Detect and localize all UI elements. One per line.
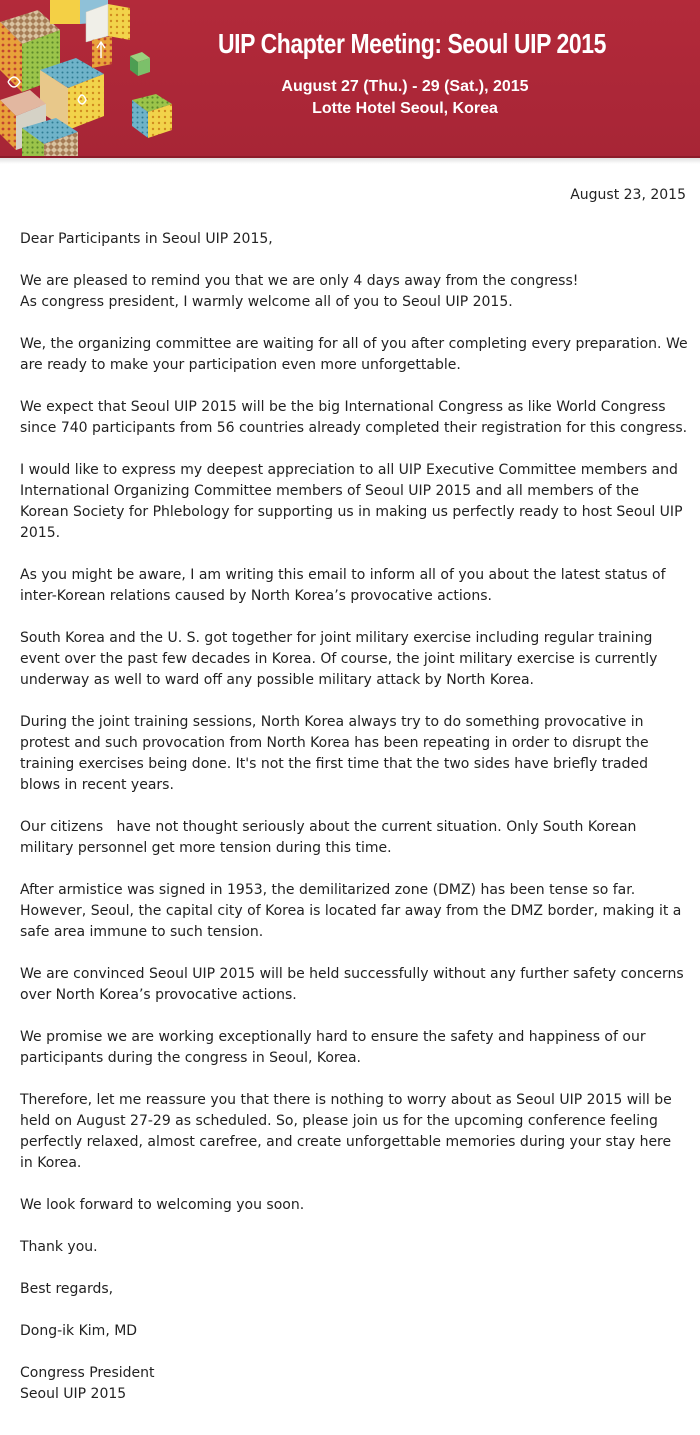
paragraph-reminder-line2: As congress president, I warmly welcome all of you to Seoul UIP 2015. <box>20 294 513 310</box>
letter-closing <box>20 1195 688 1405</box>
cube-top-2 <box>86 4 130 42</box>
paragraph-citizens <box>20 817 688 859</box>
cube-small-right <box>130 52 150 76</box>
signer-role-line1: Congress President <box>20 1365 155 1381</box>
paragraph-expectation: We expect that Seoul UIP 2015 will be the big International Congress as like World Congress since 740 participants from 56 countries already completed their registration for this congress. <box>20 399 688 436</box>
paragraph-provocation: During the joint training sessions, North Korea always try to do something provocative in protest and such provocation from North Korea has been repeating in order to disrupt the training exercises being done. It's not the first time that the two sides have briefly traded blows in recent years. <box>20 714 649 793</box>
paragraph-reminder-line1: We are pleased to remind you that we are only 4 days away from the congress! <box>20 273 579 289</box>
paragraph-reassure: Therefore, let me reassure you that there is nothing to worry about as Seoul UIP 2015 will be held on August 27-29 as scheduled. So, please join us for the upcoming conference feeling perfectly relaxed, almost carefree, and create unforgettable memories during your stay here in Korea. <box>20 1092 672 1171</box>
banner-venue: Lotte Hotel Seoul, Korea <box>312 100 498 117</box>
signer-name: Dong-ik Kim, MD <box>20 1323 138 1339</box>
letter-body <box>20 229 688 1405</box>
header-banner <box>0 0 700 158</box>
paragraph-citizens-text: Our citizens have not thought seriously about the current situation. Only South Korean military personnel get more tension during this time. <box>20 819 641 856</box>
paragraph-promise: We promise we are working exceptionally hard to ensure the safety and happiness of our participants during the congress in Seoul, Korea. <box>20 1029 646 1066</box>
closing-lookforward: We look forward to welcoming you soon. <box>20 1197 305 1213</box>
closing-regards: Best regards, <box>20 1281 114 1297</box>
banner-shadow <box>0 158 700 164</box>
paragraph-joint-exercise: South Korea and the U. S. got together for joint military exercise including regular training event over the past few decades in Korea. Of course, the joint military exercise is currently underway as well to ward off any possible military attack by North Korea. <box>20 630 658 688</box>
paragraph-reminder <box>20 271 688 313</box>
paragraph-committee: We, the organizing committee are waiting for all of you after completing every preparation. We are ready to make your participation even more unforgettable. <box>20 336 688 373</box>
colorful-cubes-graphic <box>0 0 200 158</box>
cube-glyph-tile <box>92 36 112 68</box>
banner-title: UIP Chapter Meeting: Seoul UIP 2015 <box>218 28 606 59</box>
cube-right <box>132 94 172 138</box>
banner-dates: August 27 (Thu.) - 29 (Sat.), 2015 <box>281 78 529 95</box>
cube-middle <box>40 58 104 130</box>
signer-role <box>20 1363 688 1405</box>
letter-date: August 23, 2015 <box>570 187 686 203</box>
closing-thanks: Thank you. <box>20 1239 98 1255</box>
paragraph-convinced: We are convinced Seoul UIP 2015 will be held successfully without any further safety concerns over North Korea’s provocative actions. <box>20 966 684 1003</box>
greeting: Dear Participants in Seoul UIP 2015, <box>20 231 273 247</box>
paragraph-dmz: After armistice was signed in 1953, the demilitarized zone (DMZ) has been tense so far. However, Seoul, the capital city of Korea is located far away from the DMZ border, making it a safe area immune to such tension. <box>20 882 682 940</box>
signer-role-line2: Seoul UIP 2015 <box>20 1386 127 1402</box>
paragraph-purpose: As you might be aware, I am writing this email to inform all of you about the latest status of inter-Korean relations caused by North Korea’s provocative actions. <box>20 567 666 604</box>
paragraph-appreciation: I would like to express my deepest appreciation to all UIP Executive Committee members and International Organizing Committee members of Seoul UIP 2015 and all members of the Korean Society for Phlebology for supporting us in making us perfectly ready to host Seoul UIP 2015. <box>20 462 683 541</box>
